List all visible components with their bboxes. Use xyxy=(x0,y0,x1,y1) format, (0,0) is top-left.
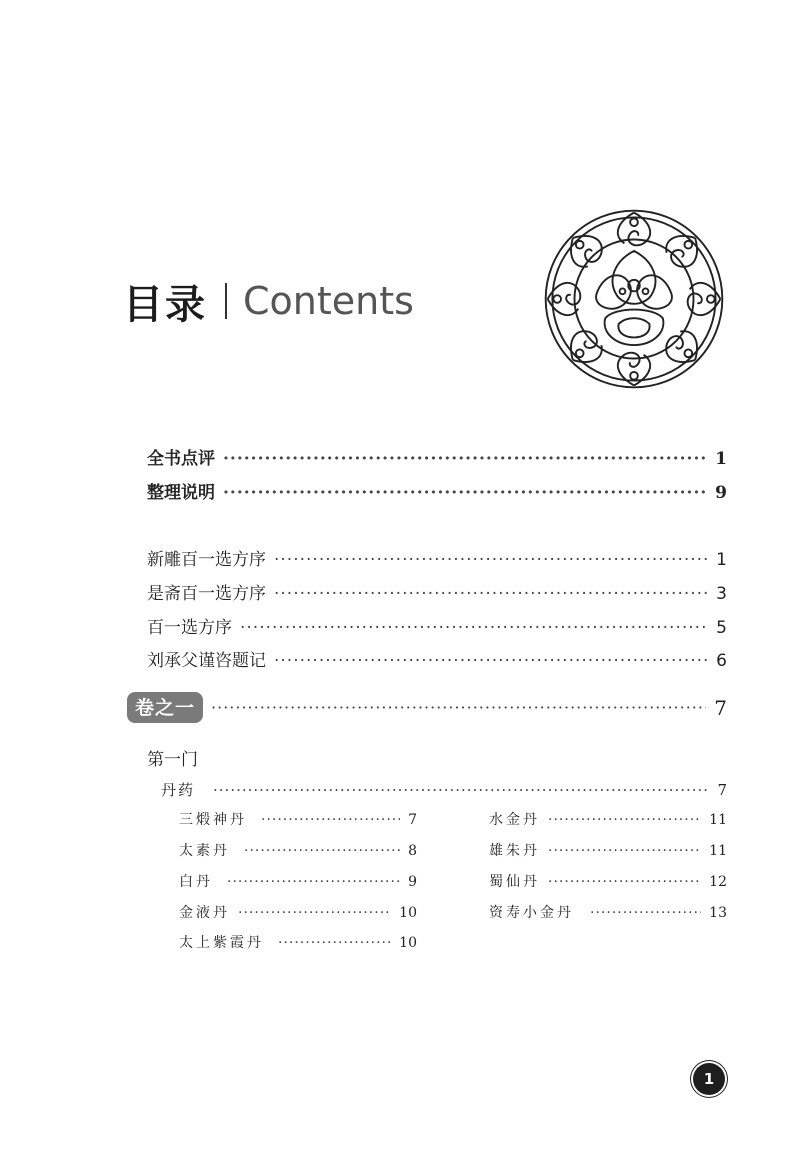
toc-row-subsection[interactable] xyxy=(161,779,727,800)
volume-badge: 卷之一 xyxy=(127,692,203,723)
toc-page: 10 xyxy=(399,935,417,951)
toc-label: 三煅神丹 xyxy=(179,812,247,828)
title-divider xyxy=(225,283,227,319)
toc-row-preface-3[interactable] xyxy=(147,613,727,638)
title-chinese: 目录 xyxy=(123,281,207,328)
toc-row-item[interactable] xyxy=(489,902,727,922)
leader-dots xyxy=(590,905,701,921)
toc-label: 白丹 xyxy=(179,874,213,890)
toc-label: 新雕百一选方序 xyxy=(147,550,266,570)
toc-page: 6 xyxy=(716,651,727,671)
toc-label: 丹药 xyxy=(161,781,196,799)
toc-row-item[interactable] xyxy=(179,932,417,952)
toc-page: 9 xyxy=(715,483,727,503)
toc-row-item[interactable] xyxy=(489,871,727,891)
toc-row-front-2[interactable] xyxy=(147,478,727,503)
leader-dots xyxy=(240,618,708,638)
toc-page: 11 xyxy=(709,843,727,859)
leader-dots xyxy=(548,843,701,859)
toc-label: 全书点评 xyxy=(147,449,215,469)
toc-page: 8 xyxy=(408,843,417,859)
leader-dots xyxy=(548,812,701,828)
leader-dots xyxy=(227,874,400,890)
toc-page: 10 xyxy=(399,905,417,921)
section-heading: 第一门 xyxy=(147,750,198,770)
leader-dots xyxy=(223,449,707,469)
page-number-badge: 1 xyxy=(693,1063,725,1095)
toc-row-preface-2[interactable] xyxy=(147,579,727,604)
toc-row-item[interactable] xyxy=(179,902,417,922)
leader-dots xyxy=(274,550,708,570)
toc-page: 1 xyxy=(715,449,727,469)
toc-label: 整理说明 xyxy=(147,483,215,503)
toc-label: 金液丹 xyxy=(179,905,230,921)
toc-label: 太上紫霞丹 xyxy=(179,935,264,951)
toc-row-front-1[interactable] xyxy=(147,444,727,469)
leader-dots xyxy=(261,812,400,828)
toc-row-item[interactable] xyxy=(489,840,727,860)
toc-page: 1 xyxy=(716,550,727,570)
leader-dots xyxy=(274,584,708,604)
leader-dots xyxy=(548,874,701,890)
leader-dots xyxy=(211,698,706,717)
toc-label: 是斋百一选方序 xyxy=(147,584,266,604)
toc-row-item[interactable] xyxy=(179,840,417,860)
leader-dots xyxy=(238,905,391,921)
toc-label: 资寿小金丹 xyxy=(489,905,574,921)
toc-label: 蜀仙丹 xyxy=(489,874,540,890)
leader-dots xyxy=(213,781,709,799)
toc-page: 7 xyxy=(714,695,727,720)
toc-label: 太素丹 xyxy=(179,843,230,859)
lotus-medallion-icon xyxy=(538,203,730,395)
toc-label: 雄朱丹 xyxy=(489,843,540,859)
toc-row-item[interactable] xyxy=(179,809,417,829)
toc-label: 水金丹 xyxy=(489,812,540,828)
leader-dots xyxy=(244,843,400,859)
toc-label: 百一选方序 xyxy=(147,618,232,638)
leader-dots xyxy=(278,935,391,951)
toc-title xyxy=(123,276,414,326)
leader-dots xyxy=(274,651,708,671)
title-english: Contents xyxy=(243,279,414,323)
toc-page: 13 xyxy=(709,905,727,921)
toc-page: 7 xyxy=(408,812,417,828)
toc-page: 11 xyxy=(709,812,727,828)
toc-row-preface-1[interactable] xyxy=(147,545,727,570)
toc-page: 9 xyxy=(408,874,417,890)
toc-label: 刘承父谨咨题记 xyxy=(147,651,266,671)
toc-page: 7 xyxy=(717,781,727,799)
toc-page: 5 xyxy=(716,618,727,638)
toc-page: 12 xyxy=(709,874,727,890)
toc-page: 3 xyxy=(716,584,727,604)
leader-dots xyxy=(223,483,707,503)
toc-row-item[interactable] xyxy=(489,809,727,829)
toc-row-preface-4[interactable] xyxy=(147,646,727,671)
toc-row-item[interactable] xyxy=(179,871,417,891)
toc-row-volume[interactable] xyxy=(127,692,727,723)
